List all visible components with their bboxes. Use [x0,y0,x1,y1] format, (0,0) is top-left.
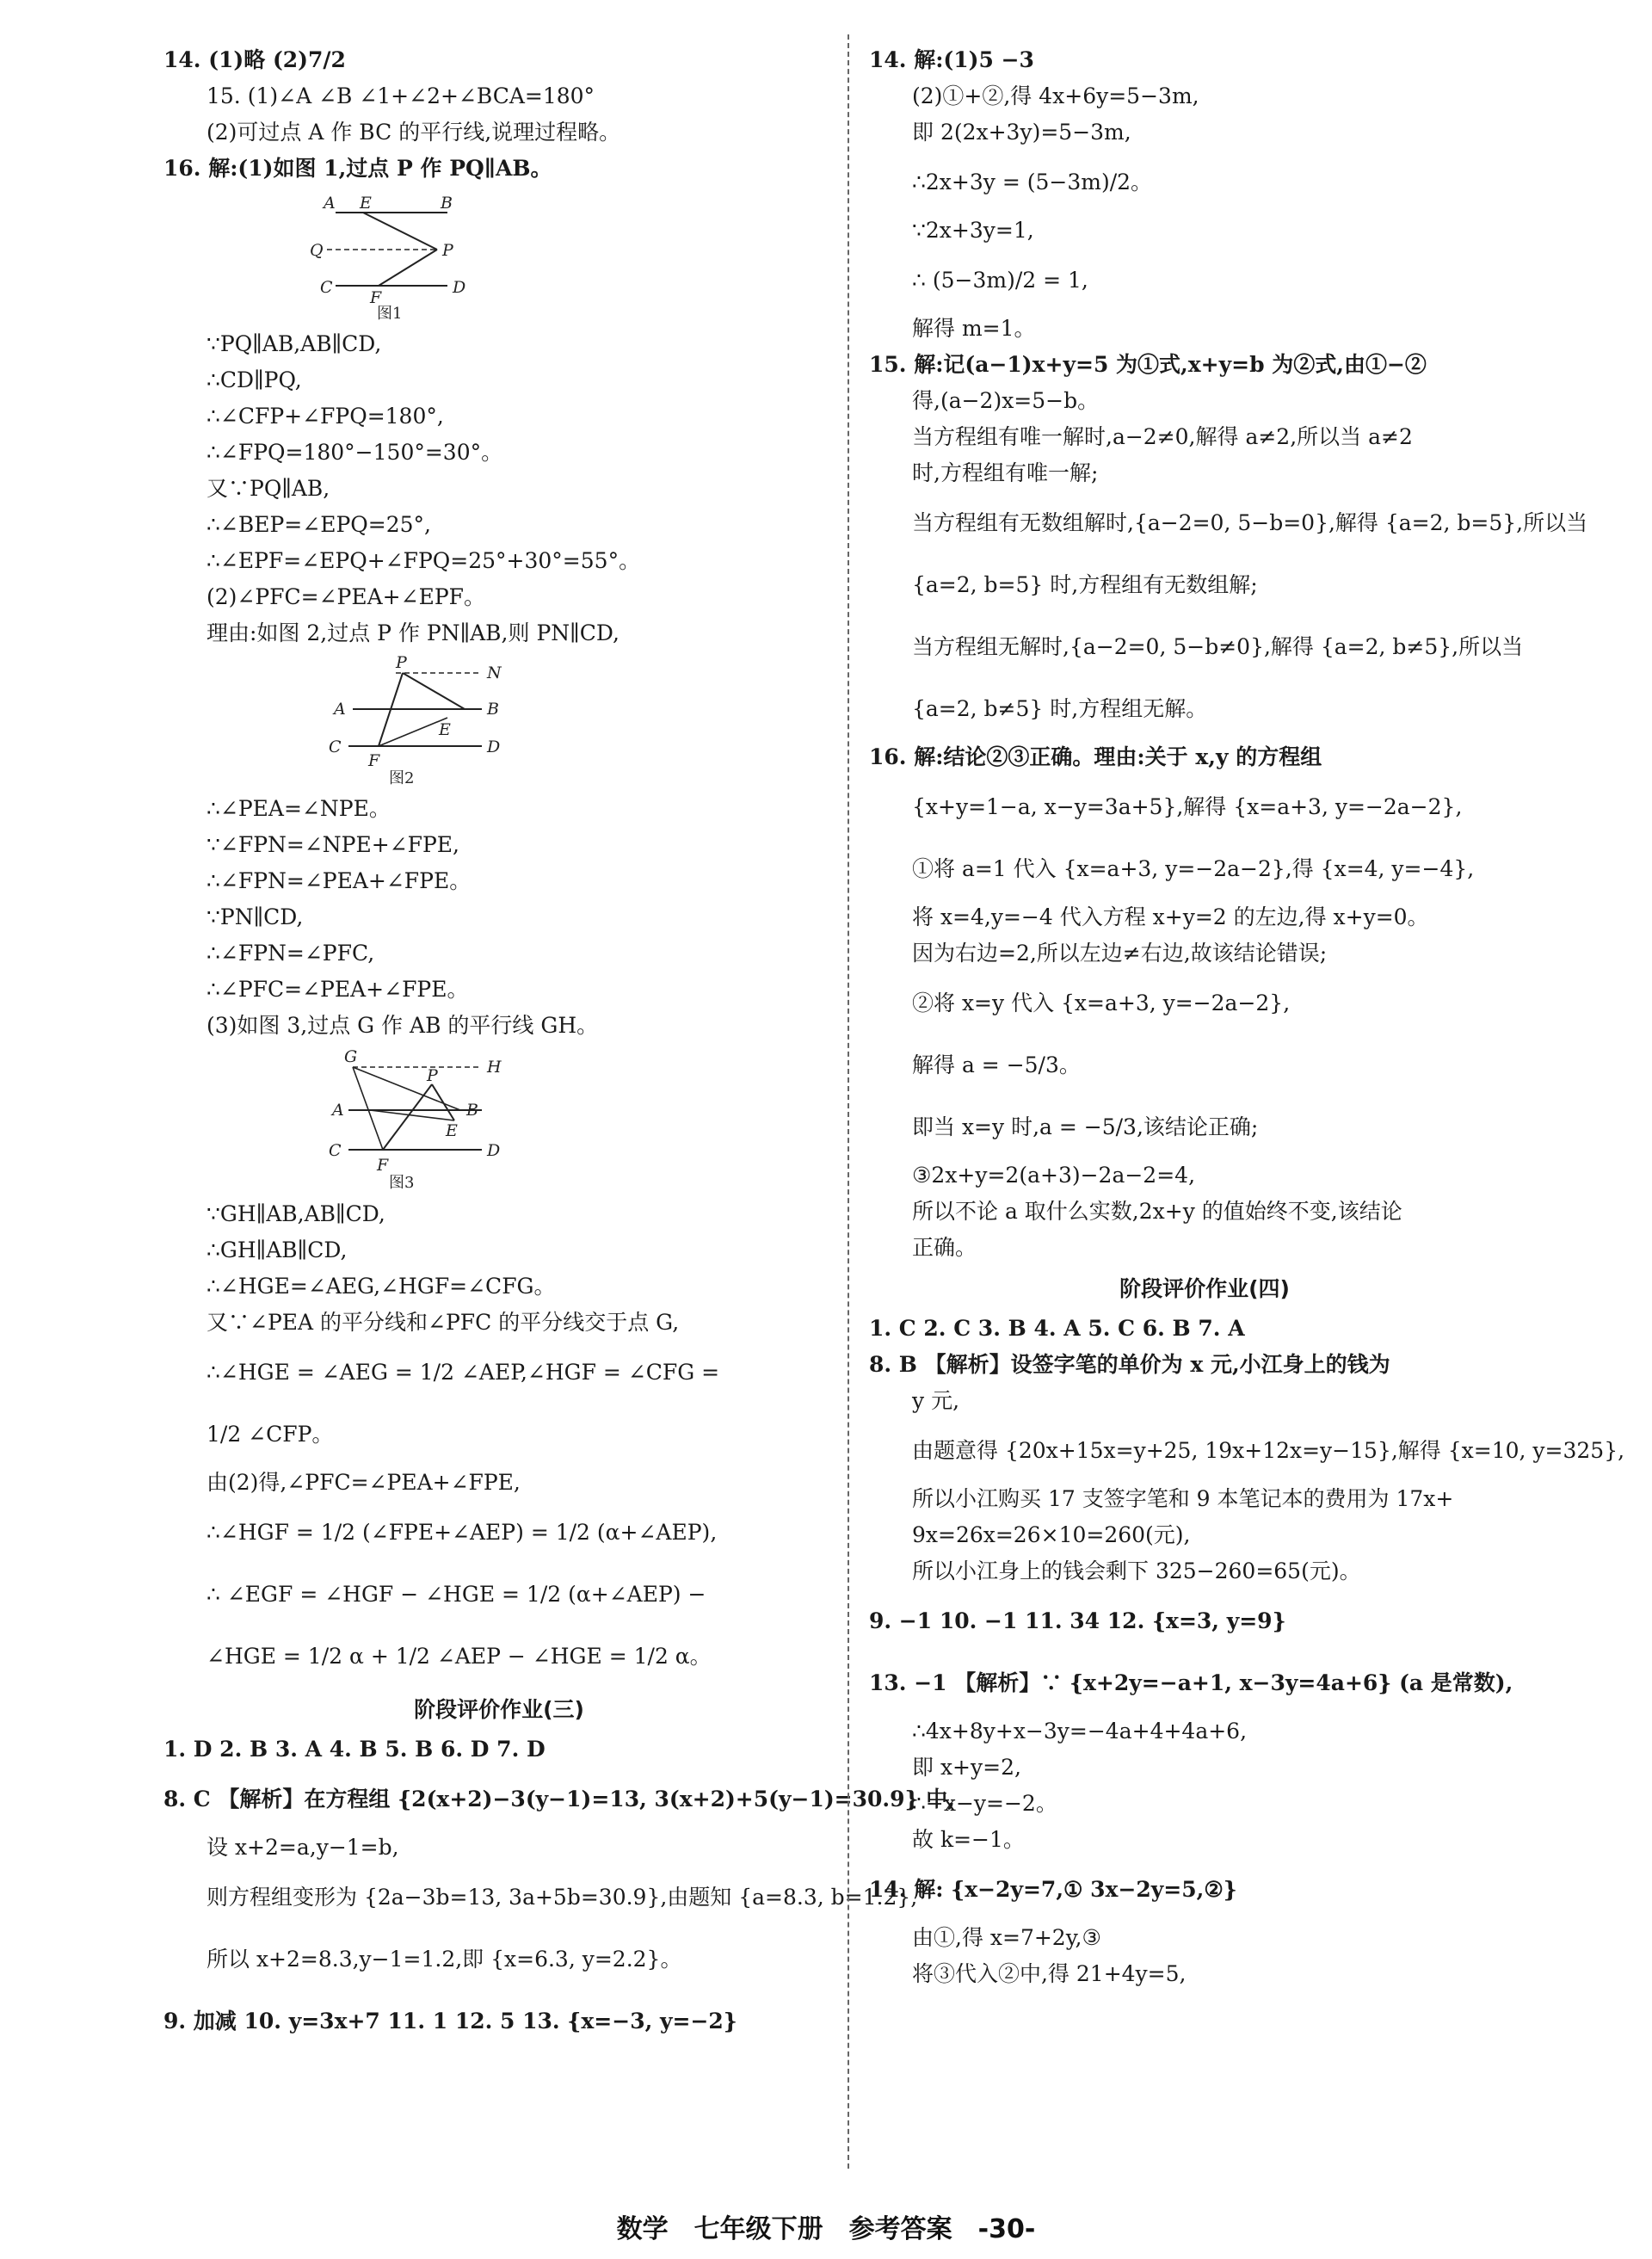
fig3-label: P [427,1066,438,1085]
text-line: 又∵PQ∥AB, [206,476,330,501]
fig3-label: F [377,1156,389,1175]
text-line: ∵PN∥CD, [206,904,304,929]
text-line: 即当 x=y 时,a = −5/3,该结论正确; [912,1114,1259,1139]
text-line: 1/2 ∠CFP。 [206,1422,334,1447]
text-line: 15. (1)∠A ∠B ∠1+∠2+∠BCA=180° [206,83,595,108]
text-line: ∴∠PFC=∠PEA+∠FPE。 [206,977,469,1002]
text-line: 14. 解:(1)5 −3 [869,47,1034,72]
text-line: ∴2x+3y = (5−3m)/2。 [912,170,1153,194]
text-line: 9. 加减 10. y=3x+7 11. 1 12. 5 13. {x=−3, y=−2} [163,2009,737,2034]
text-line: 时,方程组有唯一解; [912,460,1099,485]
text-line: 又∵∠PEA 的平分线和∠PFC 的平分线交于点 G, [206,1310,680,1335]
text-line: 14. (1)略 (2)7/2 [163,47,346,72]
text-line: 将③代入②中,得 21+4y=5, [912,1961,1187,1986]
fig1-label: E [360,194,372,213]
text-line: 9x=26x=26×10=260(元), [912,1522,1191,1547]
text-line: ∴ (5−3m)/2 = 1, [912,268,1088,293]
fig1-label: D [453,278,466,297]
text-line: ∴∠CFP+∠FPQ=180°, [206,404,444,429]
fig2-label: B [487,700,499,719]
text-line: 由题意得 {20x+15x=y+25, 19x+12x=y−15},解得 {x=10, y=325}, [912,1438,1625,1463]
text-line: 正确。 [912,1235,977,1260]
text-line: 当方程组无解时,{a−2=0, 5−b≠0},解得 {a=2, b≠5},所以当 [912,634,1524,659]
fig1-label: B [441,194,453,213]
fig3-label: H [487,1058,502,1077]
text-line: ∴4x+8y+x−3y=−4a+4+4a+6, [912,1719,1248,1744]
text-line: (2)∠PFC=∠PEA+∠EPF。 [206,584,485,609]
text-line: 由(2)得,∠PFC=∠PEA+∠FPE, [206,1470,521,1495]
section-title-4: 阶段评价作业(四) [1119,1276,1290,1301]
fig1-caption: 图1 [377,305,403,320]
section-title-3: 阶段评价作业(三) [414,1697,584,1722]
text-line: 所以 x+2=8.3,y−1=1.2,即 {x=6.3, y=2.2}。 [206,1947,682,1972]
fig2-label: C [329,738,342,756]
text-line: ∴∠PEA=∠NPE。 [206,796,391,821]
fig1-label: C [320,278,333,297]
text-line: 当方程组有无数组解时,{a−2=0, 5−b=0},解得 {a=2, b=5},所以当 [912,510,1588,535]
fig1-label: P [442,241,453,260]
text-line: (2)①+②,得 4x+6y=5−3m, [912,83,1199,108]
fig3-label: D [487,1141,501,1160]
fig3-label: A [332,1101,344,1120]
text-line: ∴CD∥PQ, [206,367,302,392]
text-line: {a=2, b≠5} 时,方程组无解。 [912,696,1208,721]
text-line: ∴∠EPF=∠EPQ+∠FPQ=25°+30°=55°。 [206,548,641,573]
text-line: ∵∠FPN=∠NPE+∠FPE, [206,832,459,857]
fig2-label: A [334,700,346,719]
text-line: 14. 解: {x−2y=7,① 3x−2y=5,②} [869,1877,1237,1902]
fig3-label: B [466,1101,478,1120]
text-line: 13. −1 【解析】∵ {x+2y=−a+1, x−3y=4a+6} (a 是常数), [869,1670,1513,1695]
text-line: 解得 m=1。 [912,316,1036,341]
fig1-label: F [370,288,382,307]
text-line: 即 2(2x+3y)=5−3m, [912,120,1131,145]
fig2-label: E [439,720,451,739]
text-line: 故 k=−1。 [912,1827,1025,1852]
text-line: (2)可过点 A 作 BC 的平行线,说理过程略。 [206,120,621,145]
text-line: ∴∠HGE=∠AEG,∠HGF=∠CFG。 [206,1274,556,1299]
fig3-label: C [329,1141,342,1160]
text-line: 16. 解:(1)如图 1,过点 P 作 PQ∥AB。 [163,156,552,181]
text-line: ②将 x=y 代入 {x=a+3, y=−2a−2}, [912,991,1291,1015]
text-line: 8. B 【解析】设签字笔的单价为 x 元,小江身上的钱为 [869,1352,1390,1377]
fig2-label: P [396,656,407,672]
text-line: y 元, [912,1388,960,1413]
text-line: ∴∠FPQ=180°−150°=30°。 [206,440,503,465]
text-line: (3)如图 3,过点 G 作 AB 的平行线 GH。 [206,1013,599,1038]
text-line: ∴∠FPN=∠PEA+∠FPE。 [206,868,472,893]
text-line: 8. C 【解析】在方程组 {2(x+2)−3(y−1)=13, 3(x+2)+5(y−1)=30.9} 中, [163,1787,955,1812]
figure-1 [163,191,835,320]
text-line: 当方程组有唯一解时,a−2≠0,解得 a≠2,所以当 a≠2 [912,424,1413,449]
fig2-caption: 图2 [389,769,415,785]
fig3-caption: 图3 [389,1174,415,1190]
text-line: 得,(a−2)x=5−b。 [912,388,1100,413]
text-line: ∴∠BEP=∠EPQ=25°, [206,512,431,537]
fig2-label: F [368,751,380,770]
text-line: {x+y=1−a, x−y=3a+5},解得 {x=a+3, y=−2a−2}, [912,794,1463,819]
text-line: 所以小江购买 17 支签字笔和 9 本笔记本的费用为 17x+ [912,1486,1454,1511]
text-line: ∴ ∠EGF = ∠HGF − ∠HGE = 1/2 (α+∠AEP) − [206,1582,706,1607]
fig3-label: G [344,1048,358,1066]
text-line: ①将 a=1 代入 {x=a+3, y=−2a−2},得 {x=4, y=−4}, [912,856,1475,881]
text-line: 设 x+2=a,y−1=b, [206,1835,399,1860]
fig2-label: D [487,738,501,756]
text-line: ∵PQ∥AB,AB∥CD, [206,331,382,356]
fig1-label: Q [310,241,324,260]
text-line: 解得 a = −5/3。 [912,1052,1081,1077]
text-line: 理由:如图 2,过点 P 作 PN∥AB,则 PN∥CD, [206,620,620,645]
text-line: ③2x+y=2(a+3)−2a−2=4, [912,1163,1196,1188]
text-line: 16. 解:结论②③正确。理由:关于 x,y 的方程组 [869,744,1322,769]
page-footer: 数学 七年级下册 参考答案 -30- [616,2214,1036,2244]
text-line: ∴−x−y=−2。 [912,1791,1057,1816]
text-line: 15. 解:记(a−1)x+y=5 为①式,x+y=b 为②式,由①−② [869,352,1427,377]
fig2-label: N [487,664,502,682]
right-column [869,43,1625,1993]
text-line: 即 x+y=2, [912,1755,1021,1780]
text-line: ∵GH∥AB,AB∥CD, [206,1201,385,1226]
text-line: ∵2x+3y=1, [912,218,1034,243]
text-line: ∴∠FPN=∠PFC, [206,941,375,966]
figure-2 [163,656,835,785]
text-line: 1. C 2. C 3. B 4. A 5. C 6. B 7. A [869,1316,1245,1341]
text-line: 所以不论 a 取什么实数,2x+y 的值始终不变,该结论 [912,1199,1402,1224]
text-line: 1. D 2. B 3. A 4. B 5. B 6. D 7. D [163,1737,546,1762]
fig1-label: A [324,194,336,213]
fig3-label: E [446,1121,458,1140]
text-line: 因为右边=2,所以左边≠右边,故该结论错误; [912,941,1328,966]
text-line: 将 x=4,y=−4 代入方程 x+y=2 的左边,得 x+y=0。 [912,904,1429,929]
text-line: {a=2, b=5} 时,方程组有无数组解; [912,572,1258,597]
text-line: 9. −1 10. −1 11. 34 12. {x=3, y=9} [869,1608,1286,1633]
text-line: ∴∠HGE = ∠AEG = 1/2 ∠AEP,∠HGF = ∠CFG = [206,1360,720,1385]
text-line: ∴∠HGF = 1/2 (∠FPE+∠AEP) = 1/2 (α+∠AEP), [206,1520,718,1545]
text-line: ∠HGE = 1/2 α + 1/2 ∠AEP − ∠HGE = 1/2 α。 [206,1644,712,1669]
figure-3 [163,1048,835,1190]
column-divider [848,34,849,2169]
text-line: 由①,得 x=7+2y,③ [912,1925,1101,1950]
text-line: 所以小江身上的钱会剩下 325−260=65(元)。 [912,1558,1361,1583]
text-line: ∴GH∥AB∥CD, [206,1238,348,1262]
text-line: 则方程组变形为 {2a−3b=13, 3a+5b=30.9},由题知 {a=8.3, b=1.2}, [206,1885,918,1910]
